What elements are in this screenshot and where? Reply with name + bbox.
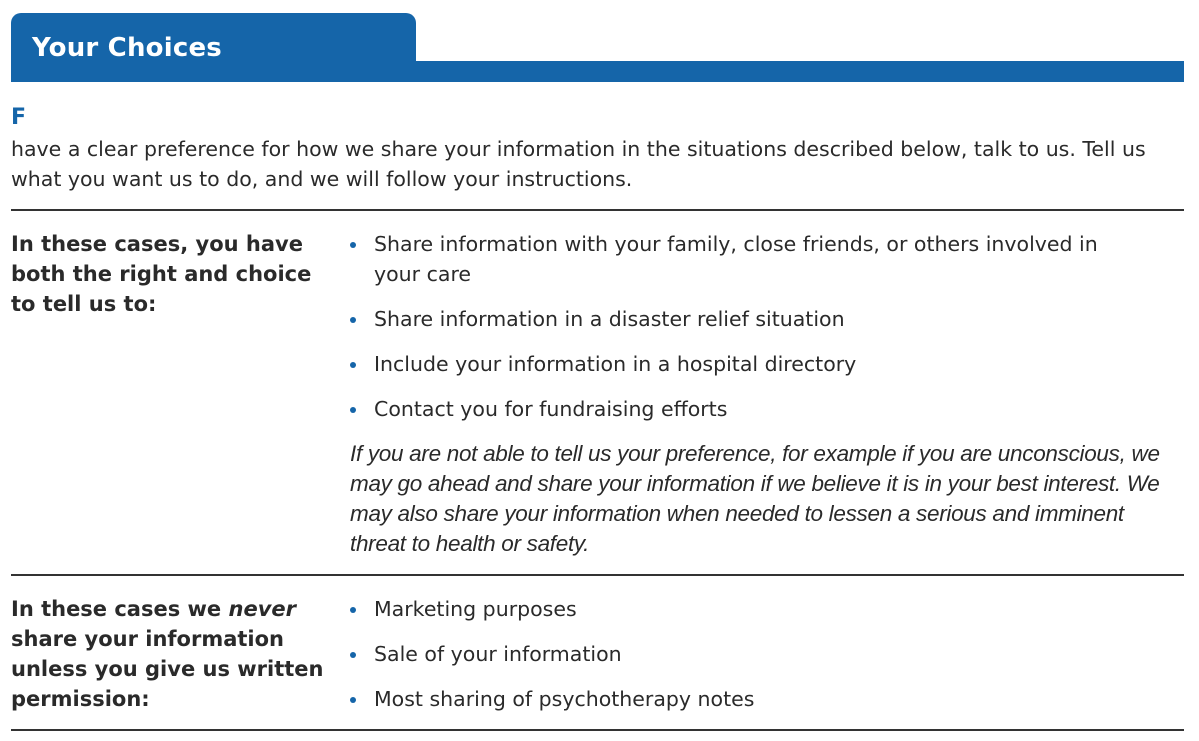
list-item-text: Contact you for fundraising efforts xyxy=(374,397,728,421)
never-share-label-end: share your information unless you give us written permission: xyxy=(11,627,324,711)
list-item-text: Sale of your information xyxy=(374,642,622,666)
bullet-icon xyxy=(350,242,356,248)
list-item xyxy=(350,639,1150,669)
section-title: Your Choices xyxy=(32,33,222,63)
never-emphasis: never xyxy=(228,597,296,621)
choices-list xyxy=(350,229,1150,439)
list-item-text: Include your information in a hospital directory xyxy=(374,352,857,376)
list-item xyxy=(350,394,1150,424)
preference-note: If you are not able to tell us your preference, for example if you are unconscious, we may go ahead and share your information if we believe it is in your best interest. We may also share your information when needed to lessen a serious and imminent threat to health or safety. xyxy=(350,441,1160,556)
bullet-icon xyxy=(350,317,356,323)
list-item-text: Most sharing of psychotherapy notes xyxy=(374,687,755,711)
choices-label: In these cases, you have both the right and choice to tell us to: xyxy=(11,232,312,316)
list-item xyxy=(350,684,1150,714)
bullet-icon xyxy=(350,407,356,413)
never-share-label-start: In these cases we xyxy=(11,597,229,621)
intro-drop-letter: F xyxy=(11,105,27,130)
bullet-icon xyxy=(350,607,356,613)
divider-middle xyxy=(11,574,1184,576)
intro-paragraph: have a clear preference for how we share your information in the situations described below, talk to us. Tell us what you want us to do, and we will follow your instructions. xyxy=(11,137,1146,191)
divider-top xyxy=(11,209,1184,211)
list-item xyxy=(350,304,1150,334)
bullet-icon xyxy=(350,362,356,368)
list-item xyxy=(350,349,1150,379)
bullet-icon xyxy=(350,652,356,658)
list-item-text: Share information in a disaster relief situation xyxy=(374,307,845,331)
bullet-icon xyxy=(350,697,356,703)
never-share-label xyxy=(11,594,331,714)
list-item-text: Share information with your family, close friends, or others involved in your care xyxy=(374,232,1098,286)
list-item xyxy=(350,594,1150,624)
list-item-text: Marketing purposes xyxy=(374,597,577,621)
divider-bottom xyxy=(11,729,1184,731)
list-item xyxy=(350,229,1150,289)
never-share-list xyxy=(350,594,1150,729)
